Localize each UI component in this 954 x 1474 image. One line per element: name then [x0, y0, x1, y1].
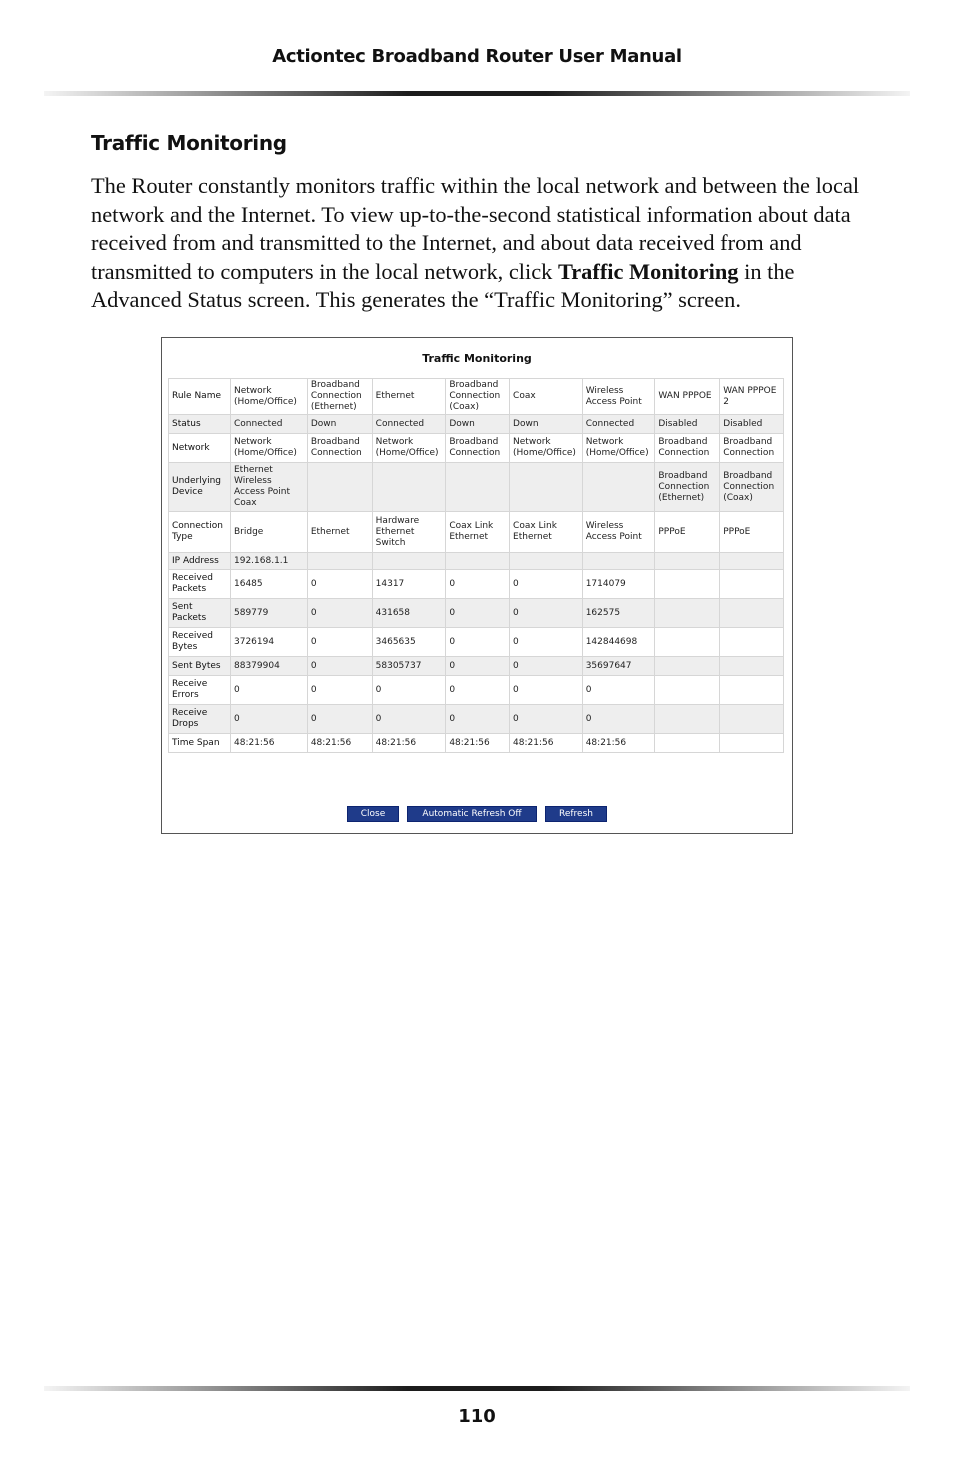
table-cell: 589779	[231, 599, 307, 627]
row-label: Underlying Device	[169, 463, 230, 511]
table-cell	[373, 463, 446, 511]
row-label: Connection Type	[169, 512, 230, 552]
row-label: Rule Name	[169, 379, 230, 414]
traffic-table	[168, 378, 784, 753]
table-cell: 0	[510, 599, 582, 627]
rule-name-link[interactable]: Broadband Connection (Coax)	[446, 379, 509, 414]
table-cell: 48:21:56	[373, 734, 446, 752]
table-cell: Connected	[373, 415, 446, 433]
table-row	[169, 570, 783, 598]
table-cell	[655, 570, 719, 598]
table-cell: Network (Home/Office)	[231, 434, 307, 462]
table-cell	[446, 553, 509, 569]
table-cell: Broadband Connection	[720, 434, 783, 462]
table-cell: 58305737	[373, 657, 446, 675]
table-cell	[583, 463, 655, 511]
screenshot-title: Traffic Monitoring	[422, 352, 532, 365]
table-row	[169, 553, 783, 569]
table-cell	[510, 463, 582, 511]
table-cell: 0	[510, 676, 582, 704]
table-cell	[655, 734, 719, 752]
table-row	[169, 628, 783, 656]
table-cell: 48:21:56	[231, 734, 307, 752]
table-cell: 0	[446, 657, 509, 675]
rule-name-link[interactable]: WAN PPPOE	[655, 379, 719, 414]
table-cell: Bridge	[231, 512, 307, 552]
table-cell	[655, 553, 719, 569]
table-cell: 0	[510, 657, 582, 675]
table-cell: Broadband Connection	[308, 434, 372, 462]
row-label: IP Address	[169, 553, 230, 569]
body-paragraph	[91, 172, 871, 315]
table-cell	[655, 657, 719, 675]
row-label: Received Bytes	[169, 628, 230, 656]
paragraph-text-1: The Router constantly monitors traffic within the local network and between the local network and the Internet. To view up-to-the-second statistical information about data received from and transmitted to the Internet, and about data received from and transmitted to computers in the local network, click	[91, 173, 860, 284]
table-cell	[655, 599, 719, 627]
traffic-monitoring-screenshot	[161, 337, 793, 834]
rule-name-link[interactable]: Coax	[510, 379, 582, 414]
table-cell: 0	[446, 628, 509, 656]
table-cell: 88379904	[231, 657, 307, 675]
table-cell	[720, 657, 783, 675]
close-button[interactable]: Close	[347, 806, 399, 822]
table-cell	[655, 676, 719, 704]
table-row	[169, 379, 783, 414]
table-cell: 431658	[373, 599, 446, 627]
header-rule	[44, 91, 910, 96]
table-cell	[510, 553, 582, 569]
table-row	[169, 512, 783, 552]
rule-name-link[interactable]: Ethernet	[373, 379, 446, 414]
row-label: Network	[169, 434, 230, 462]
page-header-title: Actiontec Broadband Router User Manual	[272, 46, 682, 67]
table-cell: 0	[373, 676, 446, 704]
table-cell: 0	[446, 570, 509, 598]
table-cell	[655, 705, 719, 733]
table-cell: Network (Home/Office)	[510, 434, 582, 462]
table-cell: 0	[308, 570, 372, 598]
table-cell: 192.168.1.1	[231, 553, 307, 569]
table-cell: Broadband Connection	[655, 434, 719, 462]
table-cell	[583, 553, 655, 569]
table-cell: Coax Link Ethernet	[510, 512, 582, 552]
table-cell: 162575	[583, 599, 655, 627]
table-row	[169, 657, 783, 675]
table-cell: 0	[510, 705, 582, 733]
rule-name-link[interactable]: WAN PPPOE 2	[720, 379, 783, 414]
table-cell	[720, 705, 783, 733]
row-label: Receive Errors	[169, 676, 230, 704]
rule-name-link[interactable]: Broadband Connection (Ethernet)	[308, 379, 372, 414]
rule-name-link[interactable]: Network (Home/Office)	[231, 379, 307, 414]
row-label: Sent Bytes	[169, 657, 230, 675]
table-cell: Connected	[231, 415, 307, 433]
table-cell: 0	[510, 628, 582, 656]
row-label: Receive Drops	[169, 705, 230, 733]
table-cell: Coax Link Ethernet	[446, 512, 509, 552]
table-cell: Network (Home/Office)	[583, 434, 655, 462]
table-cell: 0	[583, 705, 655, 733]
table-cell: 0	[231, 676, 307, 704]
table-row	[169, 705, 783, 733]
table-cell: Broadband Connection	[446, 434, 509, 462]
table-cell: PPPoE	[720, 512, 783, 552]
table-cell: 1714079	[583, 570, 655, 598]
table-cell: 0	[446, 676, 509, 704]
table-cell: 0	[231, 705, 307, 733]
footer-rule	[44, 1386, 910, 1391]
table-cell: 3465635	[373, 628, 446, 656]
table-cell: 0	[583, 676, 655, 704]
table-row	[169, 434, 783, 462]
row-label: Status	[169, 415, 230, 433]
table-cell	[720, 734, 783, 752]
table-cell: Network (Home/Office)	[373, 434, 446, 462]
table-cell: 0	[510, 570, 582, 598]
table-cell: Ethernet	[308, 512, 372, 552]
table-cell: Broadband Connection (Coax)	[720, 463, 783, 511]
refresh-button[interactable]: Refresh	[545, 806, 607, 822]
table-cell: 48:21:56	[446, 734, 509, 752]
button-bar	[162, 806, 792, 822]
table-cell: 48:21:56	[510, 734, 582, 752]
table-cell: 0	[446, 705, 509, 733]
table-cell: Disabled	[655, 415, 719, 433]
row-label: Received Packets	[169, 570, 230, 598]
paragraph-text-2: in the Advanced Status screen. This generates the “Traffic Monitoring” screen.	[91, 258, 795, 313]
table-cell	[720, 570, 783, 598]
table-cell: 0	[308, 657, 372, 675]
table-row	[169, 463, 783, 511]
table-cell: 3726194	[231, 628, 307, 656]
table-cell: Connected	[583, 415, 655, 433]
table-cell	[720, 599, 783, 627]
table-cell: Disabled	[720, 415, 783, 433]
page-number: 110	[458, 1406, 496, 1427]
table-cell: Hardware Ethernet Switch	[373, 512, 446, 552]
table-cell	[720, 628, 783, 656]
table-cell: 0	[308, 676, 372, 704]
table-cell: PPPoE	[655, 512, 719, 552]
table-cell: 0	[308, 705, 372, 733]
row-label: Sent Packets	[169, 599, 230, 627]
paragraph-bold-link-text: Traffic Monitoring	[557, 258, 739, 284]
table-cell	[720, 553, 783, 569]
table-cell: 48:21:56	[308, 734, 372, 752]
table-cell: 14317	[373, 570, 446, 598]
table-cell	[373, 553, 446, 569]
table-cell: 16485	[231, 570, 307, 598]
table-row	[169, 734, 783, 752]
table-row	[169, 415, 783, 433]
table-cell: 0	[373, 705, 446, 733]
table-row	[169, 599, 783, 627]
table-cell: Down	[308, 415, 372, 433]
table-cell: 0	[308, 599, 372, 627]
rule-name-link[interactable]: Wireless Access Point	[583, 379, 655, 414]
table-cell: Broadband Connection (Ethernet)	[655, 463, 719, 511]
table-cell: 48:21:56	[583, 734, 655, 752]
section-heading: Traffic Monitoring	[91, 131, 287, 155]
table-cell: Wireless Access Point	[583, 512, 655, 552]
table-cell	[446, 463, 509, 511]
table-cell	[308, 553, 372, 569]
row-label: Time Span	[169, 734, 230, 752]
table-cell	[655, 628, 719, 656]
table-cell: Down	[446, 415, 509, 433]
auto-refresh-button[interactable]: Automatic Refresh Off	[407, 806, 537, 822]
table-row	[169, 676, 783, 704]
table-cell: 142844698	[583, 628, 655, 656]
table-cell: 35697647	[583, 657, 655, 675]
table-cell	[308, 463, 372, 511]
table-cell: Ethernet Wireless Access Point Coax	[231, 463, 307, 511]
table-cell: Down	[510, 415, 582, 433]
table-cell: 0	[446, 599, 509, 627]
table-cell: 0	[308, 628, 372, 656]
table-cell	[720, 676, 783, 704]
